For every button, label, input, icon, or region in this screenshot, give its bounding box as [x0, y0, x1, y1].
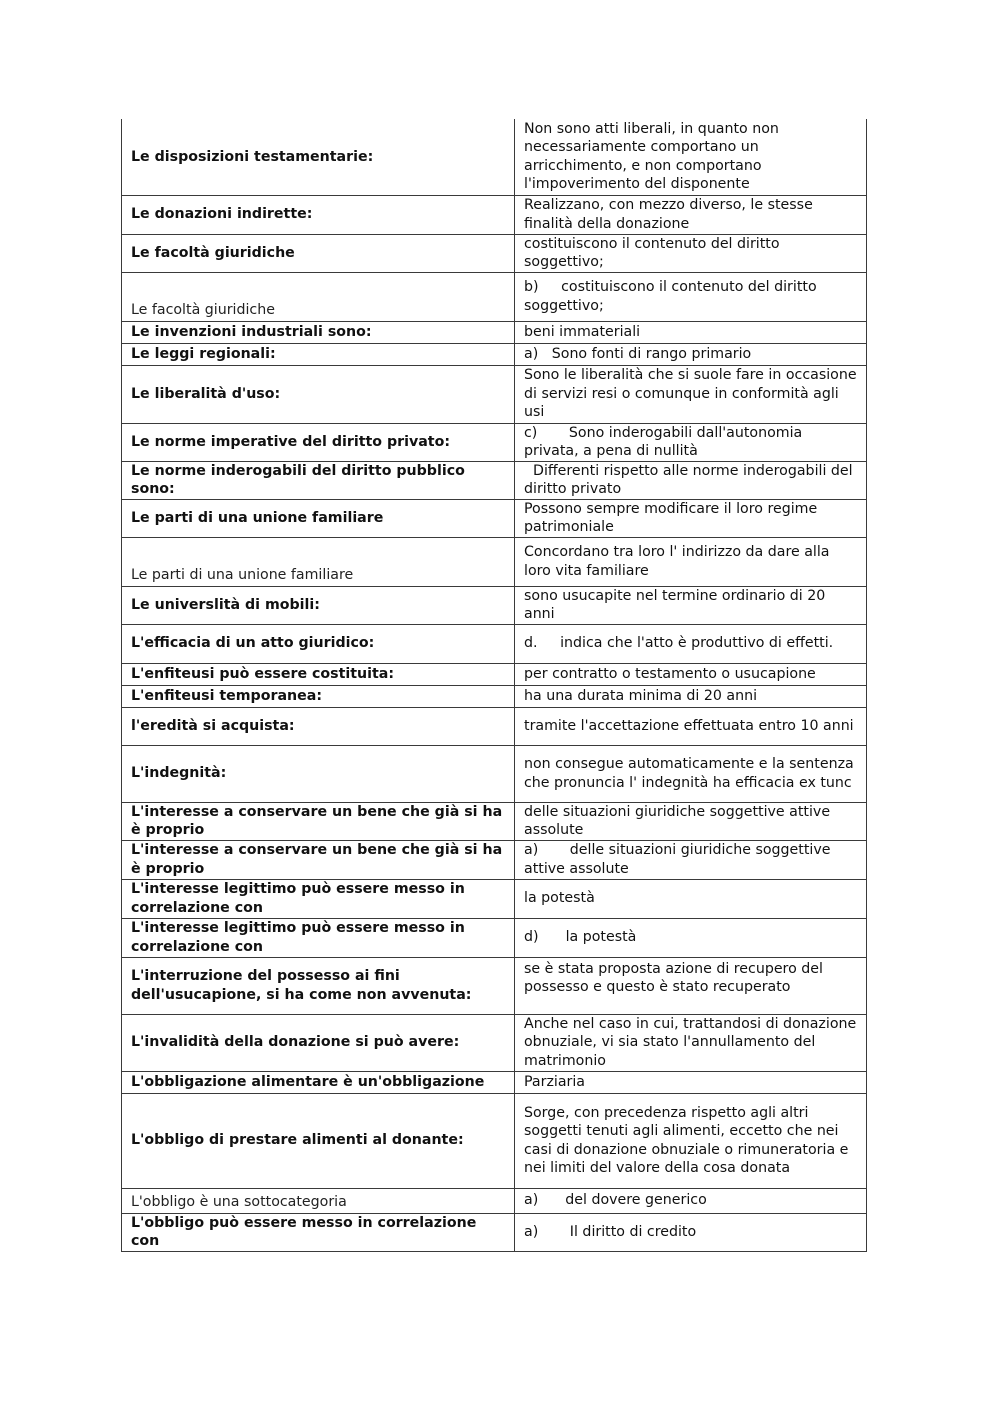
table-row	[122, 1213, 867, 1251]
answer-cell: b) costituiscono il contenuto del diritto soggettivo;	[515, 272, 867, 321]
table-row	[122, 1071, 867, 1093]
question-cell: L'enfiteusi temporanea:	[122, 685, 515, 707]
answer-cell: Concordano tra loro l' indirizzo da dare alla loro vita familiare	[515, 537, 867, 586]
answer-cell: non consegue automaticamente e la sentenza che pronuncia l' indegnità ha efficacia ex tunc	[515, 745, 867, 802]
question-cell: L'invalidità della donazione si può avere:	[122, 1014, 515, 1071]
answer-cell: a) Il diritto di credito	[515, 1213, 867, 1251]
answer-cell: beni immateriali	[515, 321, 867, 343]
question-cell: Le universlità di mobili:	[122, 586, 515, 624]
table-row	[122, 461, 867, 499]
question-cell: l'eredità si acquista:	[122, 707, 515, 745]
question-cell: L'obbligo può essere messo in correlazione con	[122, 1213, 515, 1251]
table-row	[122, 624, 867, 663]
table-row	[122, 321, 867, 343]
answer-cell: d) la potestà	[515, 918, 867, 957]
table-row	[122, 663, 867, 685]
question-cell: Le disposizioni testamentarie:	[122, 119, 515, 195]
answer-cell: sono usucapite nel termine ordinario di 20 anni	[515, 586, 867, 624]
table-row	[122, 499, 867, 537]
table-row	[122, 707, 867, 745]
table-row	[122, 1093, 867, 1188]
question-cell: L'efficacia di un atto giuridico:	[122, 624, 515, 663]
question-cell: L'indegnità:	[122, 745, 515, 802]
answer-cell: a) Sono fonti di rango primario	[515, 343, 867, 365]
question-cell: L'interesse a conservare un bene che già si ha è proprio	[122, 802, 515, 840]
answer-cell: se è stata proposta azione di recupero del possesso e questo è stato recuperato	[515, 957, 867, 1014]
table-row	[122, 840, 867, 879]
answer-cell: costituiscono il contenuto del diritto soggettivo;	[515, 234, 867, 272]
answer-cell: Parziaria	[515, 1071, 867, 1093]
answer-cell: d. indica che l'atto è produttivo di effetti.	[515, 624, 867, 663]
answer-cell: delle situazioni giuridiche soggettive attive assolute	[515, 802, 867, 840]
table-row	[122, 745, 867, 802]
question-cell: L'obbligo di prestare alimenti al donante:	[122, 1093, 515, 1188]
table-row	[122, 918, 867, 957]
table-row	[122, 879, 867, 918]
table-row	[122, 343, 867, 365]
table-row	[122, 802, 867, 840]
question-cell: L'enfiteusi può essere costituita:	[122, 663, 515, 685]
answer-cell: per contratto o testamento o usucapione	[515, 663, 867, 685]
table-row	[122, 1014, 867, 1071]
question-cell: Le parti di una unione familiare	[122, 499, 515, 537]
question-cell: L'interesse legittimo può essere messo in correlazione con	[122, 918, 515, 957]
question-cell: Le invenzioni industriali sono:	[122, 321, 515, 343]
table-row	[122, 586, 867, 624]
question-cell: Le norme inderogabili del diritto pubblico sono:	[122, 461, 515, 499]
table-row	[122, 957, 867, 1014]
table-row	[122, 365, 867, 423]
answer-cell: a) del dovere generico	[515, 1188, 867, 1213]
answer-cell: ha una durata minima di 20 anni	[515, 685, 867, 707]
question-cell: L'interruzione del possesso ai fini dell'usucapione, si ha come non avvenuta:	[122, 957, 515, 1014]
question-cell: Le parti di una unione familiare	[122, 537, 515, 586]
question-cell: Le leggi regionali:	[122, 343, 515, 365]
question-cell: L'interesse legittimo può essere messo in correlazione con	[122, 879, 515, 918]
question-cell: Le facoltà giuridiche	[122, 234, 515, 272]
answer-cell: tramite l'accettazione effettuata entro 10 anni	[515, 707, 867, 745]
question-cell: Le liberalità d'uso:	[122, 365, 515, 423]
question-cell: Le norme imperative del diritto privato:	[122, 423, 515, 461]
answer-cell: Anche nel caso in cui, trattandosi di donazione obnuziale, vi sia stato l'annullamento del matrimonio	[515, 1014, 867, 1071]
table-row	[122, 272, 867, 321]
table-row	[122, 537, 867, 586]
answer-cell: la potestà	[515, 879, 867, 918]
question-cell: Le donazioni indirette:	[122, 195, 515, 234]
answer-cell: Sorge, con precedenza rispetto agli altri soggetti tenuti agli alimenti, eccetto che nei casi di donazione obnuziale o rimuneratoria e nei limiti del valore della cosa donata	[515, 1093, 867, 1188]
question-cell: L'interesse a conservare un bene che già si ha è proprio	[122, 840, 515, 879]
table-row	[122, 234, 867, 272]
table-row	[122, 1188, 867, 1213]
answer-cell: c) Sono inderogabili dall'autonomia privata, a pena di nullità	[515, 423, 867, 461]
question-cell: L'obbligo è una sottocategoria	[122, 1188, 515, 1213]
question-cell: Le facoltà giuridiche	[122, 272, 515, 321]
table-row	[122, 119, 867, 195]
answer-cell: Realizzano, con mezzo diverso, le stesse finalità della donazione	[515, 195, 867, 234]
answer-cell: Sono le liberalità che si suole fare in occasione di servizi resi o comunque in conformità agli usi	[515, 365, 867, 423]
question-cell: L'obbligazione alimentare è un'obbligazione	[122, 1071, 515, 1093]
qa-table	[121, 119, 867, 1252]
answer-cell: Differenti rispetto alle norme inderogabili del diritto privato	[515, 461, 867, 499]
answer-cell: a) delle situazioni giuridiche soggettive attive assolute	[515, 840, 867, 879]
answer-cell: Possono sempre modificare il loro regime patrimoniale	[515, 499, 867, 537]
table-row	[122, 685, 867, 707]
table-row	[122, 423, 867, 461]
table-row	[122, 195, 867, 234]
answer-cell: Non sono atti liberali, in quanto non necessariamente comportano un arricchimento, e non comportano l'impoverimento del disponente	[515, 119, 867, 195]
